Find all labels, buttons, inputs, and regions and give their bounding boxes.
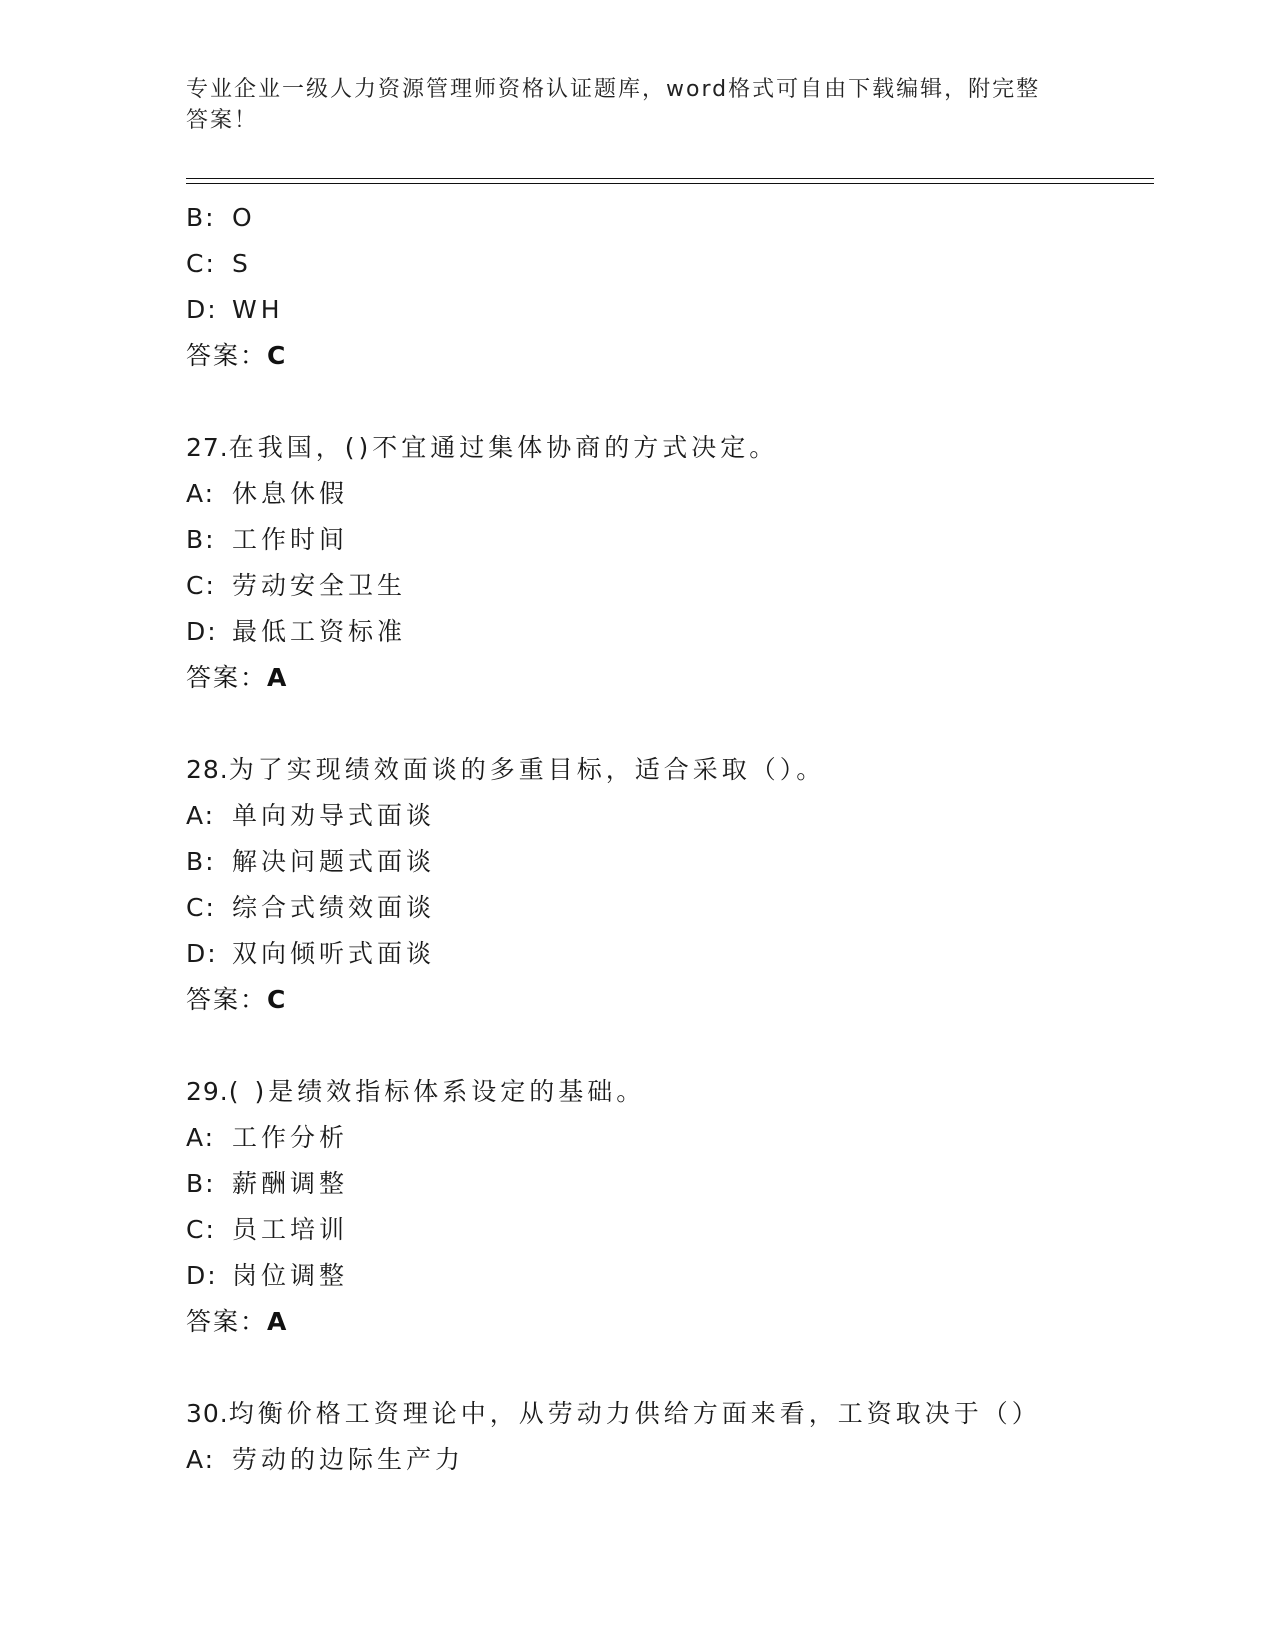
option-d xyxy=(186,609,1146,655)
option-label: D: xyxy=(186,617,218,646)
option-text: 薪酬调整 xyxy=(232,1169,349,1198)
option-label: C: xyxy=(186,571,216,600)
option-c xyxy=(186,241,1146,287)
question-content xyxy=(186,195,1146,1483)
answer-value: A xyxy=(267,1307,289,1336)
answer-line xyxy=(186,655,1146,701)
question-text: ( )是绩效指标体系设定的基础。 xyxy=(228,1077,646,1106)
option-label: D: xyxy=(186,939,218,968)
option-text: 综合式绩效面谈 xyxy=(232,893,436,922)
option-a xyxy=(186,1437,1146,1483)
option-label: A: xyxy=(186,801,216,830)
question-number: 29. xyxy=(186,1077,229,1106)
header-rule-bottom xyxy=(186,183,1154,184)
answer-value: C xyxy=(267,341,288,370)
answer-line xyxy=(186,977,1146,1023)
question-number: 30. xyxy=(186,1399,229,1428)
question-number: 27. xyxy=(186,433,229,462)
option-a xyxy=(186,793,1146,839)
option-a xyxy=(186,1115,1146,1161)
option-text: 工作分析 xyxy=(232,1123,349,1152)
option-text: 岗位调整 xyxy=(232,1261,349,1290)
option-text: 双向倾听式面谈 xyxy=(232,939,436,968)
option-label: C: xyxy=(186,1215,216,1244)
option-text: 员工培训 xyxy=(232,1215,349,1244)
answer-label: 答案： xyxy=(186,1307,268,1336)
option-label: B: xyxy=(186,525,216,554)
option-label: D: xyxy=(186,1261,218,1290)
document-header xyxy=(186,74,1066,136)
option-text: S xyxy=(232,249,252,278)
question-block-28 xyxy=(186,747,1146,1023)
option-text: O xyxy=(232,203,256,232)
spacer xyxy=(186,1345,1146,1391)
option-label: B: xyxy=(186,1169,216,1198)
answer-line xyxy=(186,1299,1146,1345)
question-stem xyxy=(186,1069,1146,1115)
question-text: 在我国，()不宜通过集体协商的方式决定。 xyxy=(228,433,779,462)
option-label: A: xyxy=(186,479,216,508)
option-b xyxy=(186,1161,1146,1207)
question-number: 28. xyxy=(186,755,229,784)
question-block-29 xyxy=(186,1069,1146,1345)
answer-value: C xyxy=(267,985,288,1014)
option-c xyxy=(186,1207,1146,1253)
option-text: 休息休假 xyxy=(232,479,349,508)
question-block-previous xyxy=(186,195,1146,379)
option-c xyxy=(186,885,1146,931)
option-label: A: xyxy=(186,1123,216,1152)
option-c xyxy=(186,563,1146,609)
option-label: B: xyxy=(186,203,216,232)
option-text: 单向劝导式面谈 xyxy=(232,801,436,830)
header-line-2: 答案！ xyxy=(186,108,259,133)
option-text: 解决问题式面谈 xyxy=(232,847,436,876)
answer-label: 答案： xyxy=(186,341,268,370)
header-rule-top xyxy=(186,178,1154,179)
answer-label: 答案： xyxy=(186,663,268,692)
header-line-1: 专业企业一级人力资源管理师资格认证题库，word格式可自由下载编辑，附完整 xyxy=(186,77,1041,102)
option-label: D: xyxy=(186,295,218,324)
question-stem xyxy=(186,1391,1146,1437)
answer-label: 答案： xyxy=(186,985,268,1014)
question-text: 为了实现绩效面谈的多重目标，适合采取（）。 xyxy=(228,755,826,784)
option-label: C: xyxy=(186,893,216,922)
option-text: 工作时间 xyxy=(232,525,349,554)
option-b xyxy=(186,839,1146,885)
spacer xyxy=(186,379,1146,425)
answer-line xyxy=(186,333,1146,379)
option-b xyxy=(186,195,1146,241)
question-block-30 xyxy=(186,1391,1146,1483)
question-text: 均衡价格工资理论中，从劳动力供给方面来看，工资取决于（） xyxy=(228,1399,1041,1428)
spacer xyxy=(186,701,1146,747)
option-text: 劳动的边际生产力 xyxy=(232,1445,465,1474)
spacer xyxy=(186,1023,1146,1069)
option-text: 最低工资标准 xyxy=(232,617,407,646)
option-text: WH xyxy=(232,295,284,324)
option-text: 劳动安全卫生 xyxy=(232,571,407,600)
question-stem xyxy=(186,425,1146,471)
option-label: B: xyxy=(186,847,216,876)
option-a xyxy=(186,471,1146,517)
option-label: A: xyxy=(186,1445,216,1474)
option-d xyxy=(186,931,1146,977)
answer-value: A xyxy=(267,663,289,692)
question-stem xyxy=(186,747,1146,793)
question-block-27 xyxy=(186,425,1146,701)
option-b xyxy=(186,517,1146,563)
option-label: C: xyxy=(186,249,216,278)
option-d xyxy=(186,287,1146,333)
option-d xyxy=(186,1253,1146,1299)
